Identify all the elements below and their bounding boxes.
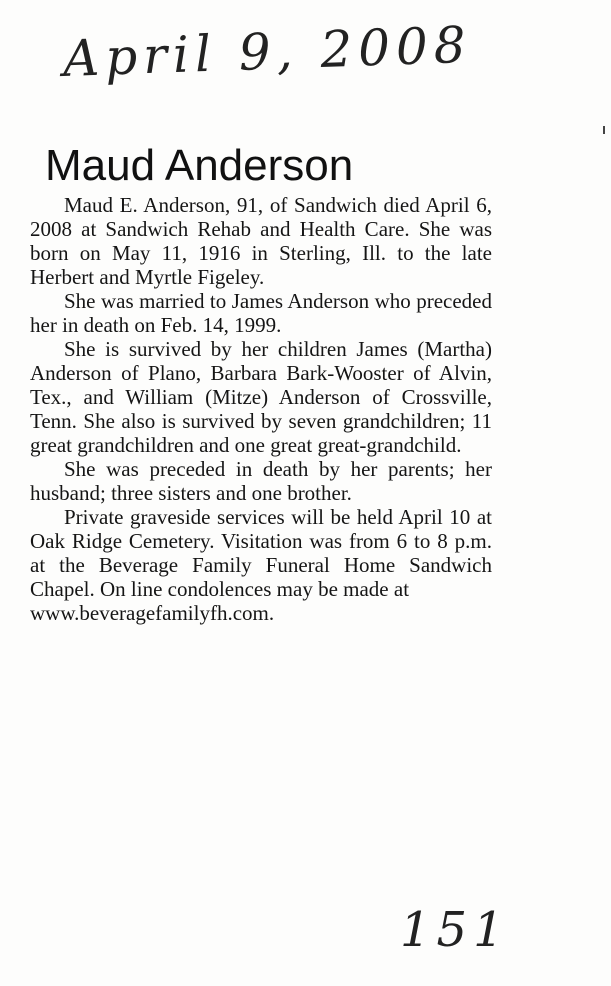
- paragraph-survivors: She is survived by her children James (Martha) Anderson of Plano, Barbara Bark-Wooster of Alvin, Tex., and William (Mitze) Anderson of Crossville, Tenn. She also is survived by seven grandchildren; 11 great grandchildren and one great great-grandchild.: [30, 337, 492, 457]
- paragraph-marriage: She was married to James Anderson who preceded her in death on Feb. 14, 1999.: [30, 289, 492, 337]
- paragraph-biography: Maud E. Anderson, 91, of Sandwich died April 6, 2008 at Sandwich Rehab and Health Care. She was born on May 11, 1916 in Sterling, Ill. to the late Herbert and Myrtle Figeley.: [30, 193, 492, 289]
- edge-mark: [603, 126, 605, 134]
- paragraph-preceded: She was preceded in death by her parents; her husband; three sisters and one brother.: [30, 457, 492, 505]
- obituary-body: [30, 193, 492, 625]
- obituary-headline: Maud Anderson: [45, 141, 354, 190]
- paragraph-services: Private graveside services will be held April 10 at Oak Ridge Cemetery. Visitation was from 6 to 8 p.m. at the Beverage Family Funeral Home Sandwich Chapel. On line condolences may be made at: [30, 505, 492, 601]
- condolence-url: www.beveragefamilyfh.com.: [30, 601, 275, 625]
- handwritten-date: April 9, 2008: [62, 15, 473, 88]
- handwritten-page-number: 151: [400, 902, 510, 958]
